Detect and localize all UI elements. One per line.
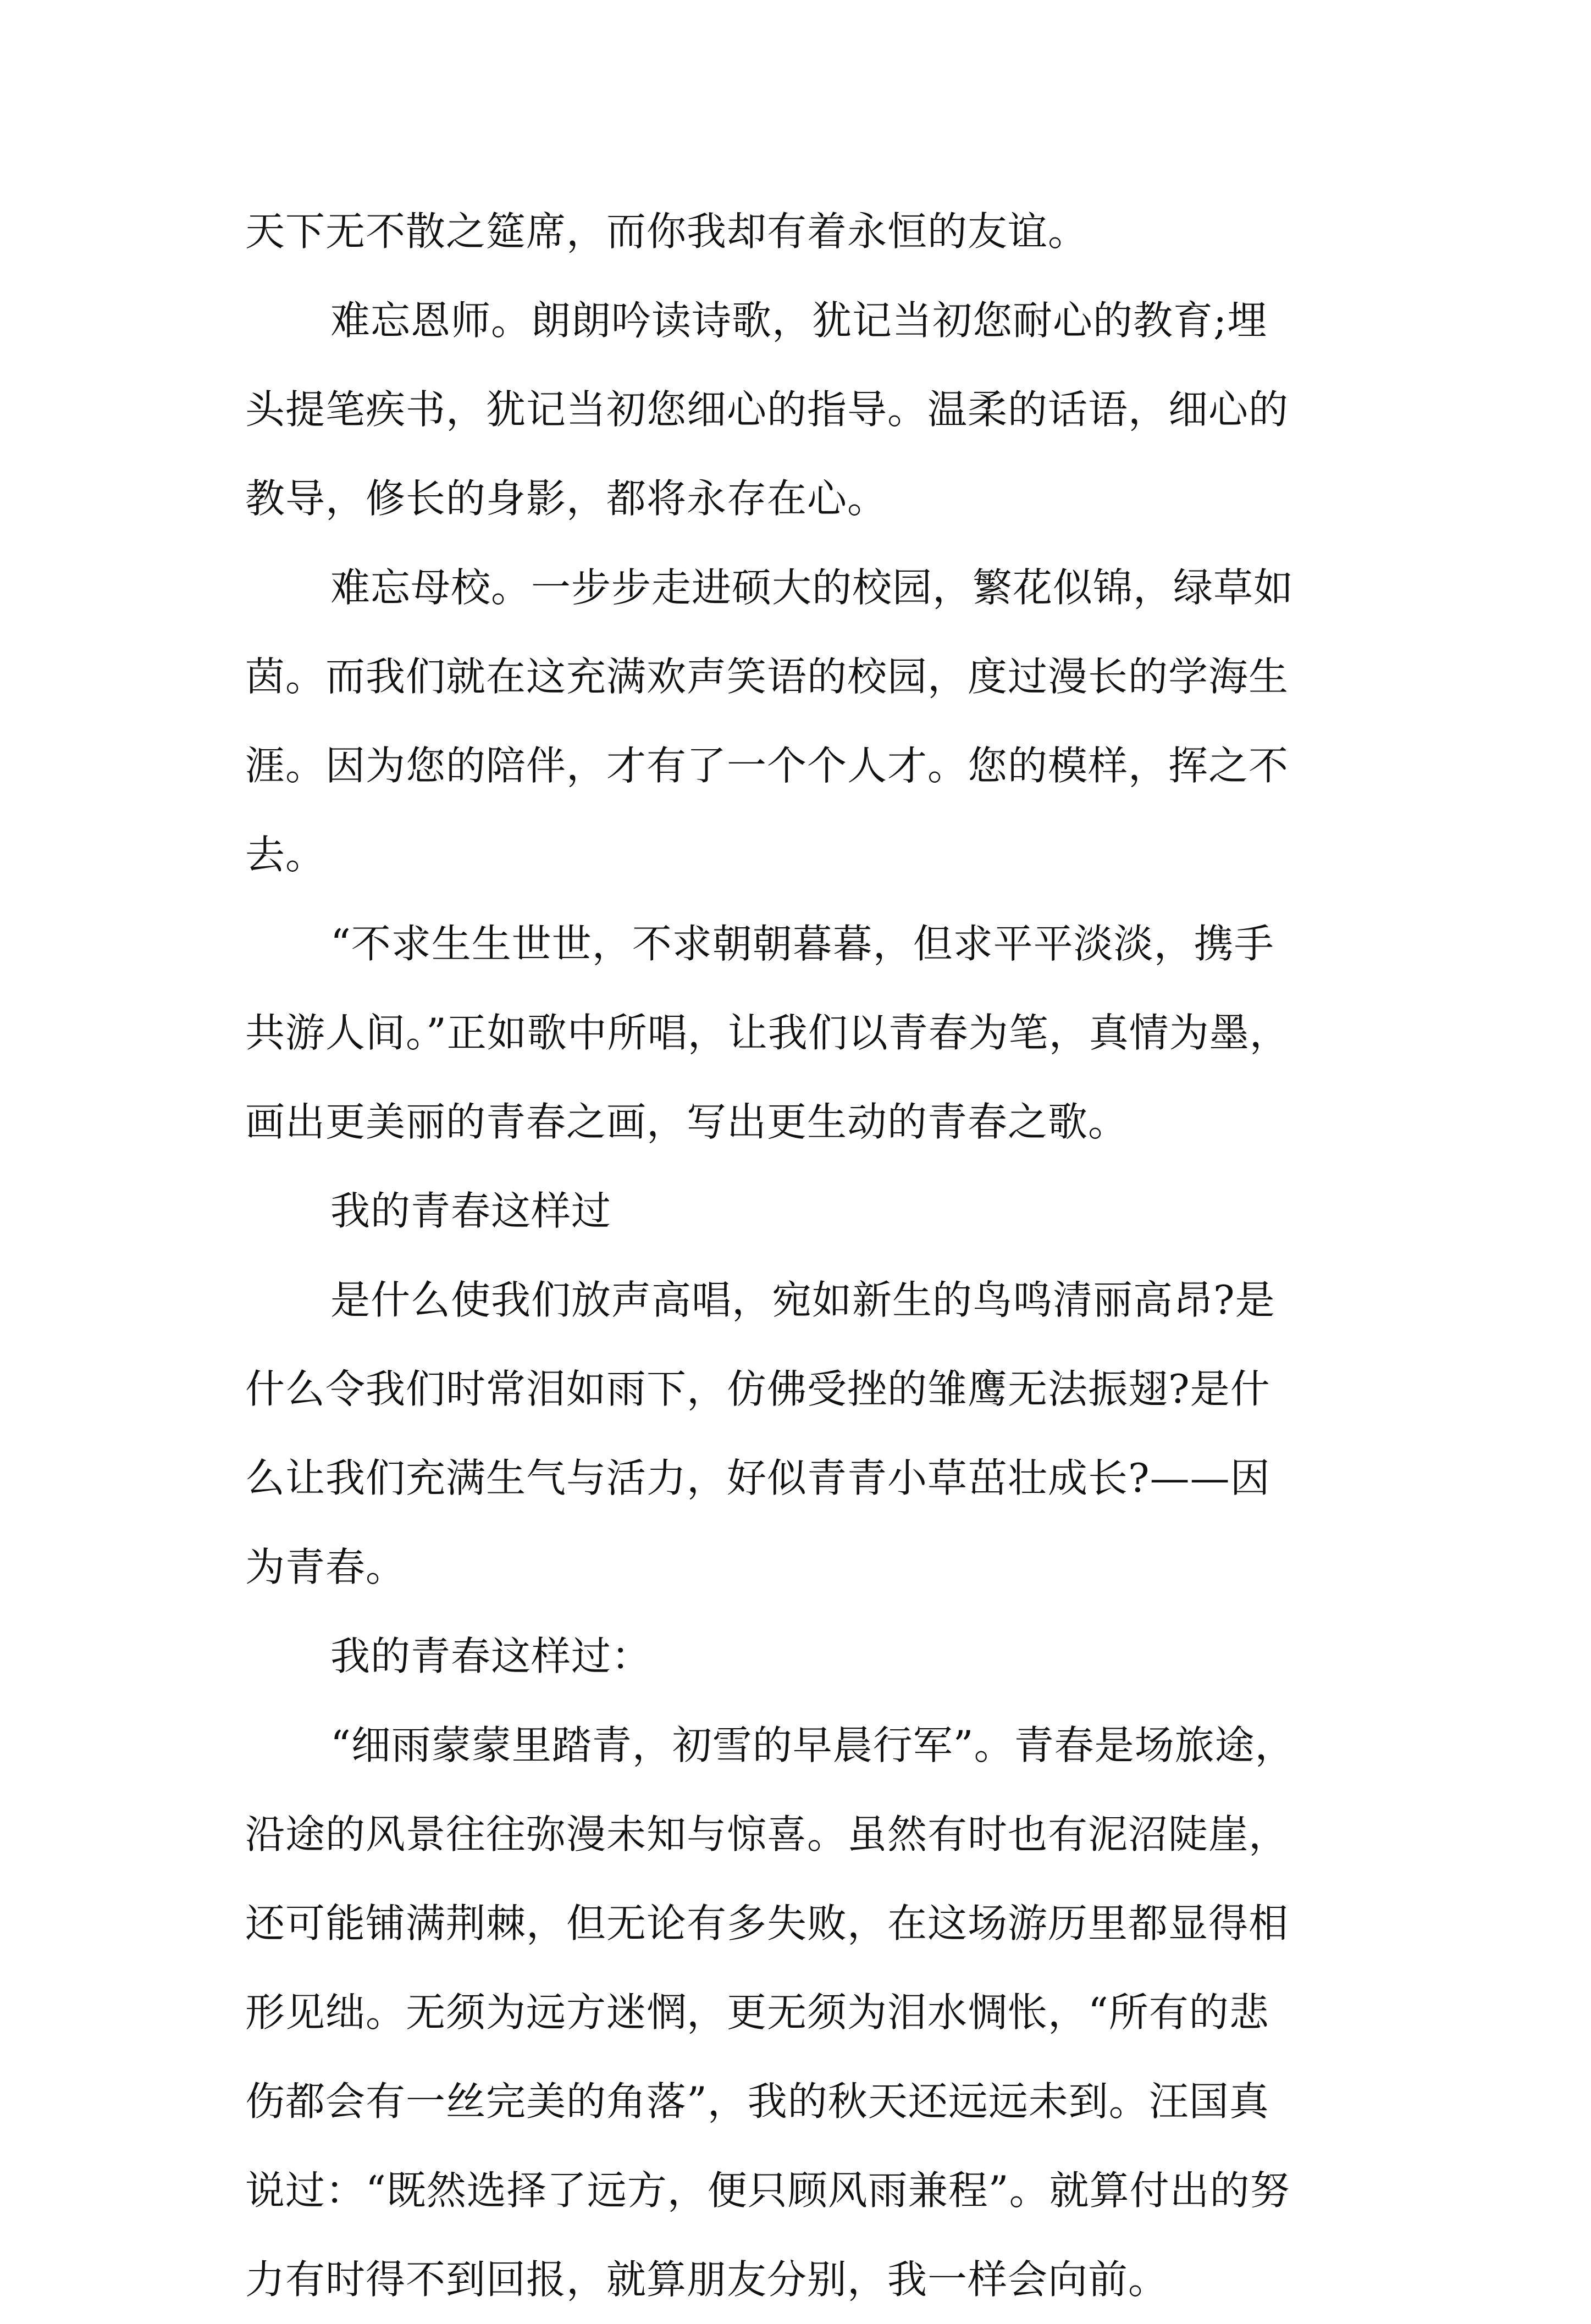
paragraph-start-line: “不求生生世世，不求朝朝暮暮，但求平平淡淡，携手 — [330, 921, 1274, 967]
text-line: 么让我们充满生气与活力，好似青青小草茁壮成长?——因 — [245, 1455, 1270, 1501]
paragraph-start-line: 是什么使我们放声高唱，宛如新生的鸟鸣清丽高昂?是 — [330, 1277, 1275, 1323]
text-line: 茵。而我们就在这充满欢声笑语的校园，度过漫长的学海生 — [245, 654, 1289, 700]
text-line: 头提笔疾书，犹记当初您细心的指导。温柔的话语，细心的 — [245, 386, 1289, 433]
paragraph-start-line: 难忘母校。一步步走进硕大的校园，繁花似锦，绿草如 — [330, 565, 1294, 611]
text-line: 画出更美丽的青春之画，写出更生动的青春之歌。 — [245, 1099, 1129, 1145]
text-line: 什么令我们时常泪如雨下，仿佛受挫的雏鹰无法振翅?是什 — [245, 1366, 1270, 1412]
text-line: 还可能铺满荆棘，但无论有多失败，在这场游历里都显得相 — [245, 1900, 1289, 1946]
text-line: 共游人间。”正如歌中所唱，让我们以青春为笔，真情为墨， — [245, 1010, 1290, 1056]
text-line: 涯。因为您的陪伴，才有了一个个人才。您的模样，挥之不 — [245, 743, 1289, 789]
text-line: 说过：“既然选择了远方，便只顾风雨兼程”。就算付出的努 — [245, 2167, 1290, 2214]
text-line: 教导，修长的身影，都将永存在心。 — [245, 475, 888, 522]
text-line: 力有时得不到回报，就算朋友分别，我一样会向前。 — [245, 2256, 1169, 2303]
text-line: 为青春。 — [245, 1544, 406, 1590]
text-line: 沿途的风景往往弥漫未知与惊喜。虽然有时也有泥沼陡崖， — [245, 1811, 1289, 1857]
text-line: 天下无不散之筵席，而你我却有着永恒的友谊。 — [245, 208, 1089, 254]
paragraph-start-line: 难忘恩师。朗朗吟读诗歌，犹记当初您耐心的教育;埋 — [330, 297, 1268, 344]
document-page — [245, 187, 1361, 2324]
section-heading-line: 我的青春这样过 — [330, 1188, 612, 1234]
text-line: 去。 — [245, 832, 326, 878]
text-line: 伤都会有一丝完美的角落”，我的秋天还远远未到。汪国真 — [245, 2078, 1269, 2124]
paragraph-start-line: “细雨蒙蒙里踏青，初雪的早晨行军”。青春是场旅途， — [330, 1722, 1295, 1768]
text-line: 形见绌。无须为远方迷惘，更无须为泪水惆怅，“所有的悲 — [245, 1989, 1269, 2035]
paragraph-start-line: 我的青春这样过： — [330, 1633, 652, 1679]
